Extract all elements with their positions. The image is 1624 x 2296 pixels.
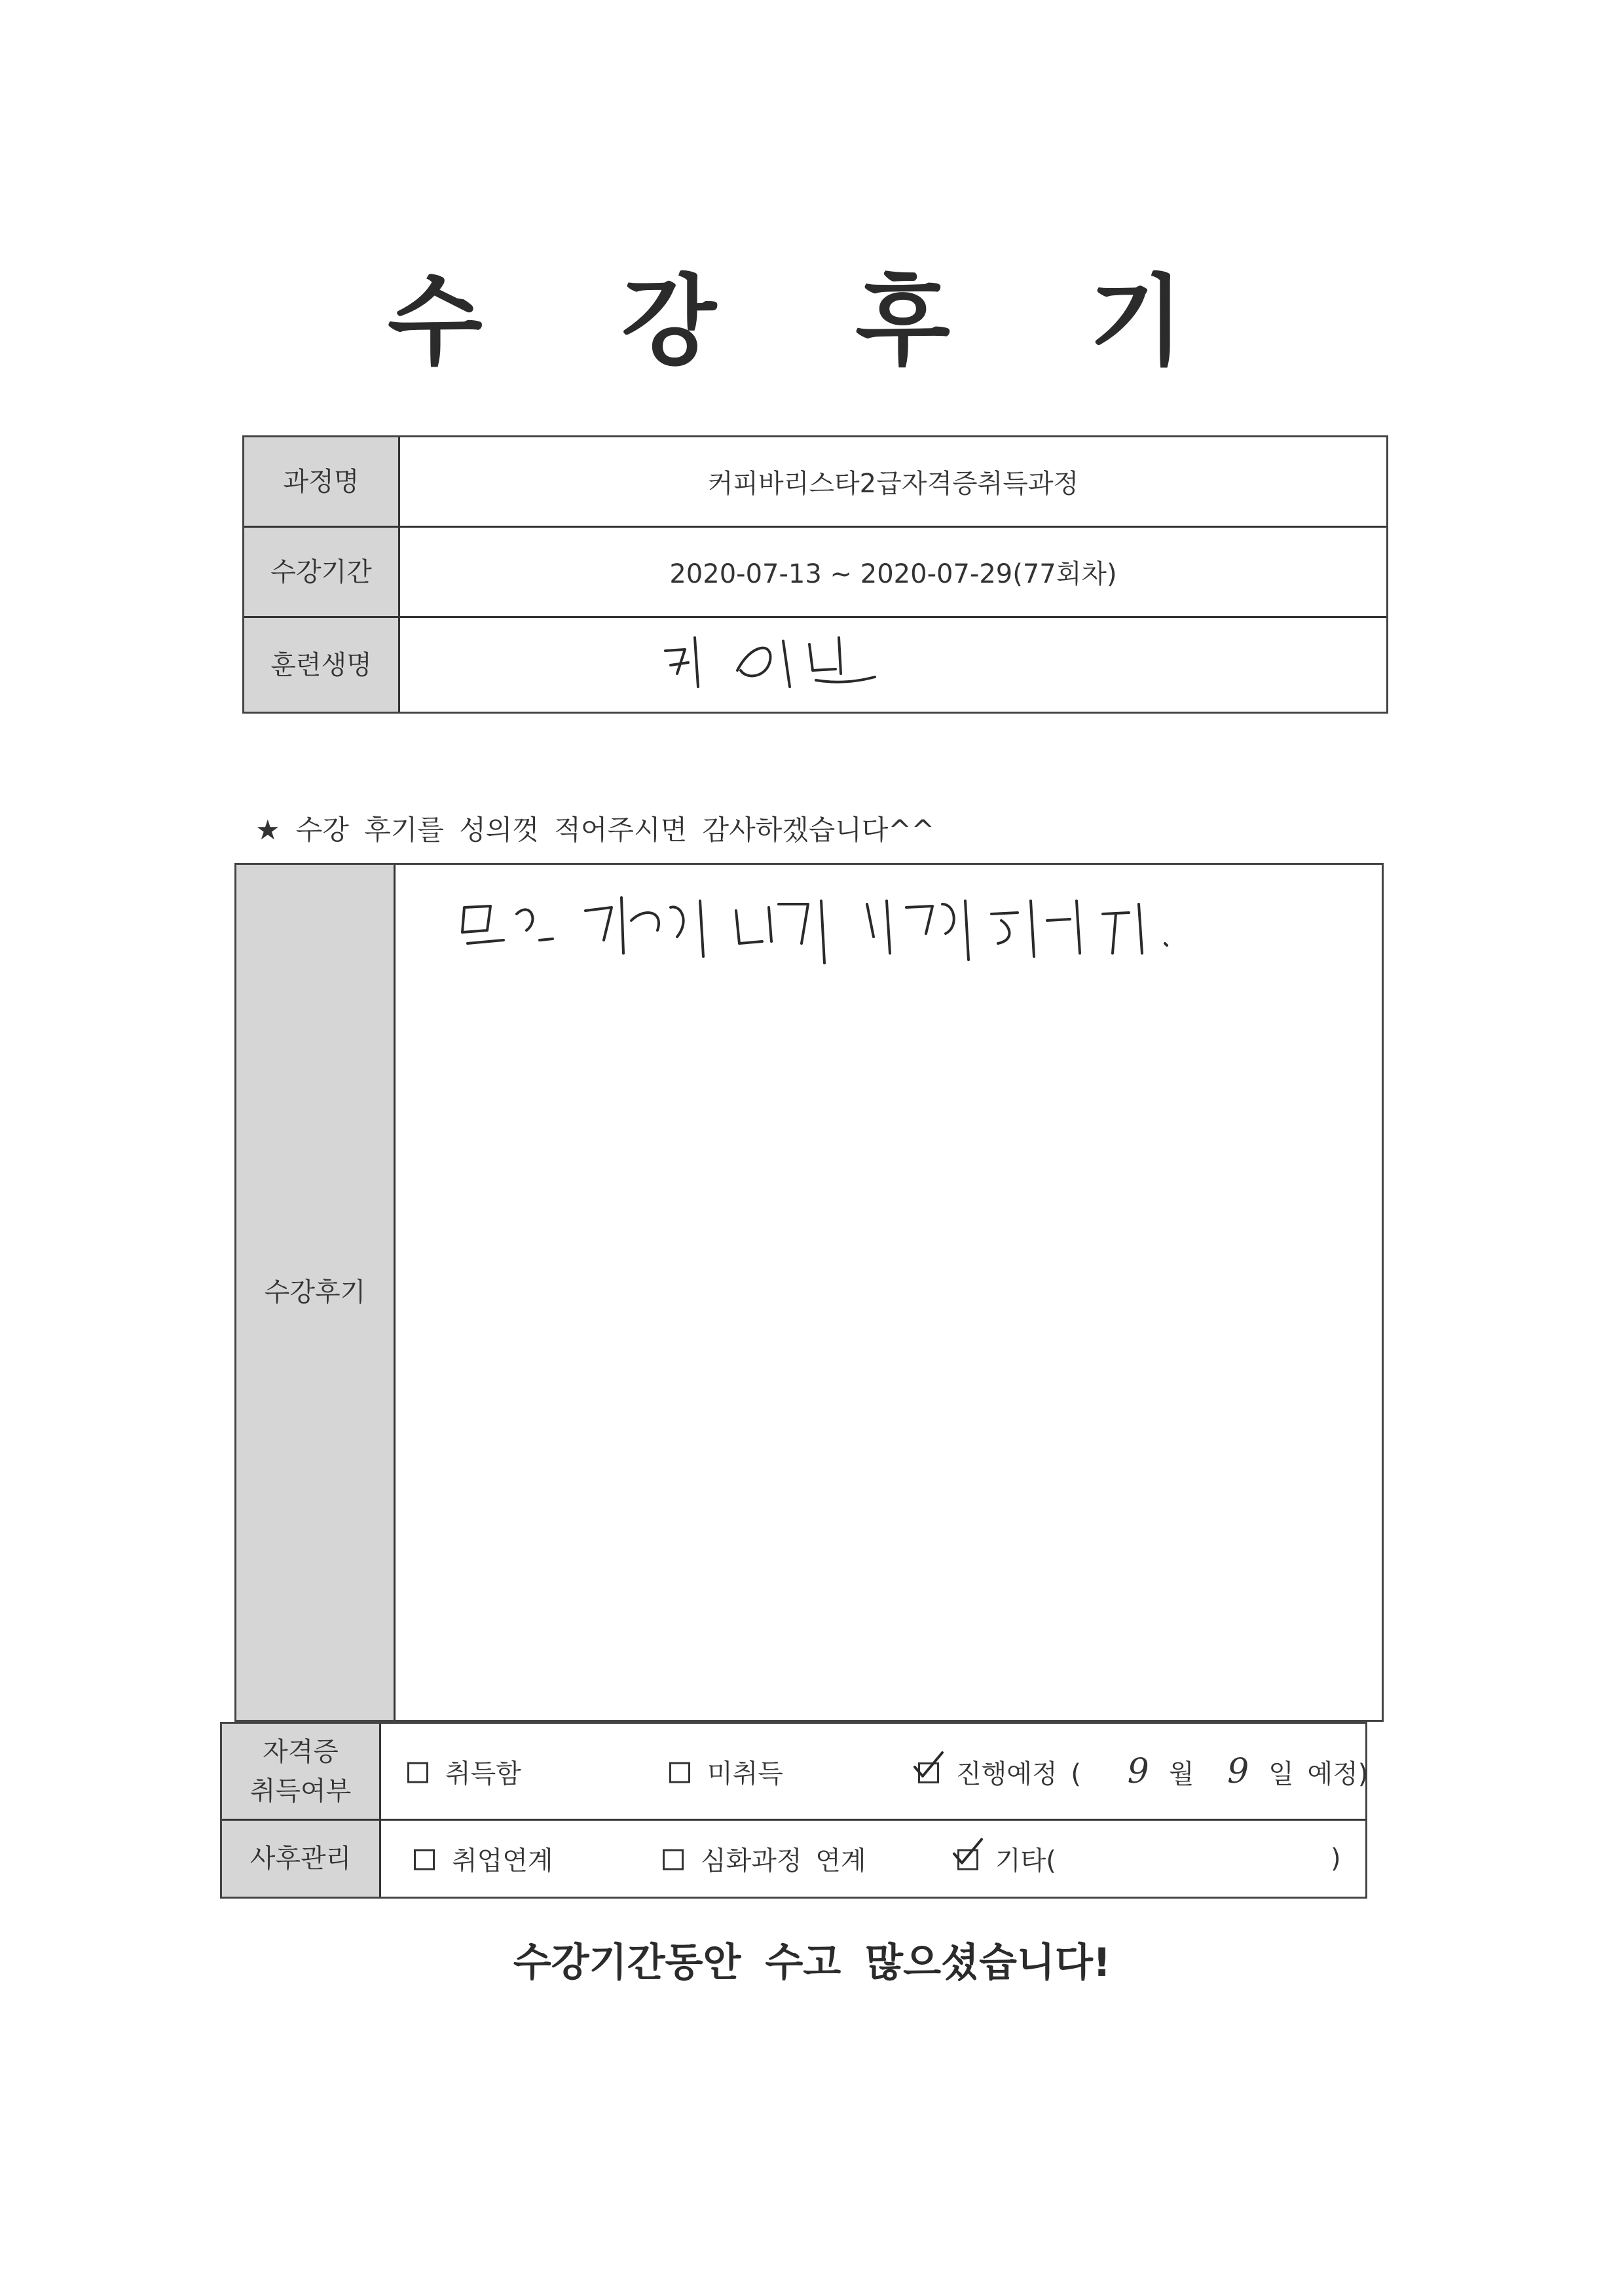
period-label: 수강기간: [244, 528, 400, 616]
course-row: [244, 437, 1386, 526]
certification-label-line1: 자격증: [263, 1736, 339, 1767]
day-value: 9: [1227, 1751, 1249, 1791]
certification-label-line2: 취득여부: [249, 1776, 352, 1806]
option-not-acquired[interactable]: [669, 1753, 783, 1790]
aftercare-options: [381, 1821, 1365, 1897]
option-not-acquired-label: 미취득: [707, 1758, 783, 1789]
option-planned[interactable]: [918, 1752, 1368, 1791]
option-other-close: ): [1331, 1844, 1341, 1874]
checkbox-not-acquired[interactable]: [669, 1762, 690, 1783]
checkbox-employment[interactable]: [414, 1850, 435, 1870]
instruction-note: [255, 809, 934, 848]
course-value: 커피바리스타2급자격증취득과정: [707, 469, 1079, 499]
star-icon: ★: [255, 814, 280, 846]
certification-options: [381, 1724, 1369, 1819]
option-employment[interactable]: [414, 1840, 553, 1878]
option-acquired[interactable]: [407, 1753, 521, 1790]
review-table: [234, 863, 1384, 1722]
aftercare-label: 사후관리: [222, 1821, 381, 1897]
certification-row: [222, 1724, 1369, 1819]
option-planned-prefix: 진행예정 (: [956, 1758, 1081, 1789]
month-unit: 월: [1168, 1758, 1194, 1789]
checkmark-icon: [951, 1837, 984, 1870]
review-content: [396, 865, 1382, 1720]
period-value: 2020-07-13 ~ 2020-07-29(77회차): [669, 559, 1117, 589]
option-employment-label: 취업연계: [452, 1846, 553, 1876]
checkbox-other[interactable]: [957, 1850, 978, 1870]
option-other-label: 기타(: [995, 1846, 1056, 1876]
trainee-label: 훈련생명: [244, 618, 400, 712]
period-row: [244, 526, 1386, 616]
option-other[interactable]: [957, 1840, 1056, 1878]
handwritten-name-signature: [659, 625, 986, 697]
checkbox-advanced-course[interactable]: [663, 1850, 684, 1870]
closing-message: 수강기간동안 수고 많으셨습니다!: [513, 1940, 1111, 1986]
instruction-text: 수강 후기를 성의껏 적어주시면 감사하겠습니다^^: [295, 814, 934, 846]
page-title: 수 강 후 기: [387, 265, 1237, 379]
status-table: [220, 1722, 1367, 1899]
aftercare-row: [222, 1819, 1365, 1897]
handwritten-review-text: [454, 881, 1175, 986]
checkmark-icon: [912, 1750, 945, 1783]
review-label: 수강후기: [236, 865, 396, 1720]
option-advanced-course[interactable]: [663, 1840, 866, 1878]
option-planned-suffix: 일 예정): [1268, 1758, 1369, 1789]
checkbox-acquired[interactable]: [407, 1762, 428, 1783]
course-info-table: [242, 435, 1388, 714]
course-label: 과정명: [244, 437, 400, 526]
certification-label: [222, 1724, 381, 1819]
option-advanced-course-label: 심화과정 연계: [701, 1846, 866, 1876]
trainee-row: [244, 616, 1386, 712]
month-value: 9: [1127, 1751, 1149, 1791]
checkbox-planned[interactable]: [918, 1762, 939, 1783]
trainee-signature: [400, 618, 1386, 712]
option-acquired-label: 취득함: [445, 1758, 521, 1789]
